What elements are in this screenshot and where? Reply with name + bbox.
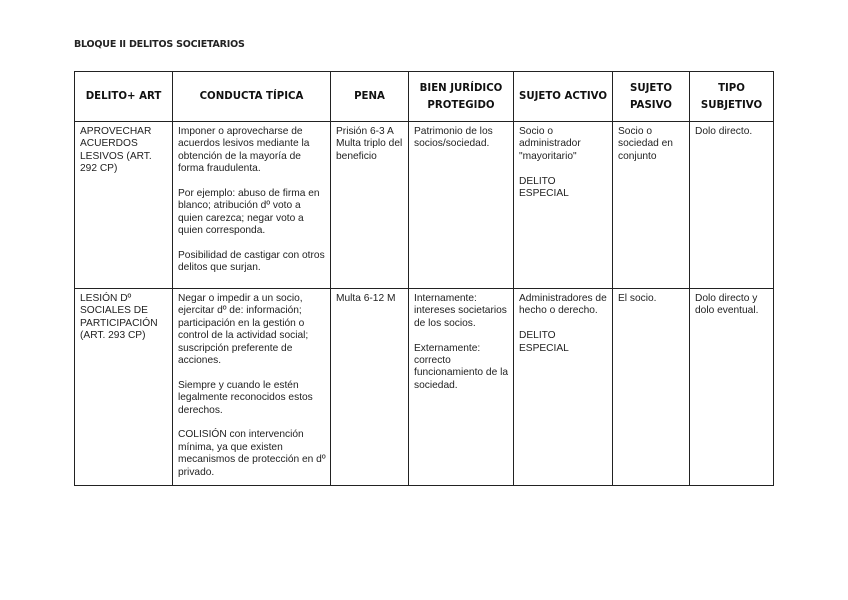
cell-text: LESIÓN Dº SOCIALES DE PARTICIPACIÓN (ART. 293 CP) bbox=[80, 293, 158, 342]
cell-text: COLISIÓN con intervención mínima, ya que existen mecanismos de protección en dº privado. bbox=[178, 429, 326, 478]
header-sujeto-activo: SUJETO ACTIVO bbox=[514, 72, 613, 122]
cell-text: Socio o sociedad en conjunto bbox=[618, 126, 673, 162]
cell-conducta bbox=[173, 289, 331, 486]
table-row bbox=[75, 289, 774, 486]
cell-pena bbox=[331, 122, 409, 289]
cell-text: Siempre y cuando le estén legalmente reconocidos estos derechos. bbox=[178, 379, 313, 416]
cell-bien-juridico bbox=[409, 289, 514, 486]
cell-conducta bbox=[173, 122, 331, 289]
header-tipo-subjetivo: TIPO SUBJETIVO bbox=[690, 72, 774, 122]
cell-text: Posibilidad de castigar con otros delitos que surjan. bbox=[178, 250, 325, 274]
cell-delito bbox=[75, 289, 173, 486]
cell-tipo-subjetivo bbox=[690, 289, 774, 486]
cell-text: Patrimonio de los socios/sociedad. bbox=[414, 126, 493, 150]
header-sujeto-pasivo: SUJETO PASIVO bbox=[613, 72, 690, 122]
header-delito: DELITO+ ART bbox=[75, 72, 173, 122]
cell-pena bbox=[331, 289, 409, 486]
offenses-table bbox=[74, 71, 774, 486]
document-title: BLOQUE II DELITOS SOCIETARIOS bbox=[74, 39, 245, 50]
cell-bien-juridico bbox=[409, 122, 514, 289]
cell-sujeto-pasivo bbox=[613, 289, 690, 486]
cell-text: Administradores de hecho o derecho. bbox=[519, 293, 607, 317]
header-bien-juridico: BIEN JURÍDICO PROTEGIDO bbox=[409, 72, 514, 122]
cell-text: APROVECHAR ACUERDOS LESIVOS (ART. 292 CP) bbox=[80, 126, 152, 175]
cell-text: DELITO ESPECIAL bbox=[519, 175, 569, 200]
cell-text: Por ejemplo: abuso de firma en blanco; atribución dº voto a quien carezca; negar voto a quien corresponda. bbox=[178, 188, 320, 237]
cell-text: Dolo directo y dolo eventual. bbox=[695, 293, 759, 317]
cell-text: Internamente: intereses societarios de los socios. bbox=[414, 293, 507, 329]
header-conducta: CONDUCTA TÍPICA bbox=[173, 72, 331, 122]
cell-text: Imponer o aprovecharse de acuerdos lesivos mediante la obtención de la mayoría de forma fraudulenta. bbox=[178, 126, 310, 175]
cell-text: Prisión 6-3 A Multa triplo del beneficio bbox=[336, 126, 403, 162]
cell-tipo-subjetivo bbox=[690, 122, 774, 289]
cell-text: Socio o administrador "mayoritario" bbox=[519, 126, 581, 162]
cell-text: El socio. bbox=[618, 293, 657, 304]
cell-sujeto-activo bbox=[514, 122, 613, 289]
cell-sujeto-activo bbox=[514, 289, 613, 486]
cell-text: Externamente: correcto funcionamiento de la sociedad. bbox=[414, 342, 509, 391]
cell-text: DELITO ESPECIAL bbox=[519, 330, 569, 354]
cell-text: Multa 6-12 M bbox=[336, 293, 396, 304]
cell-sujeto-pasivo bbox=[613, 122, 690, 289]
header-pena: PENA bbox=[331, 72, 409, 122]
cell-text: Negar o impedir a un socio, ejercitar dº de: información; participación en la gestión o control de la actividad social; suscripción preferente de acciones. bbox=[178, 293, 309, 367]
cell-delito bbox=[75, 122, 173, 289]
table-row bbox=[75, 122, 774, 289]
table-header-row bbox=[75, 72, 774, 122]
cell-text: Dolo directo. bbox=[695, 126, 753, 137]
